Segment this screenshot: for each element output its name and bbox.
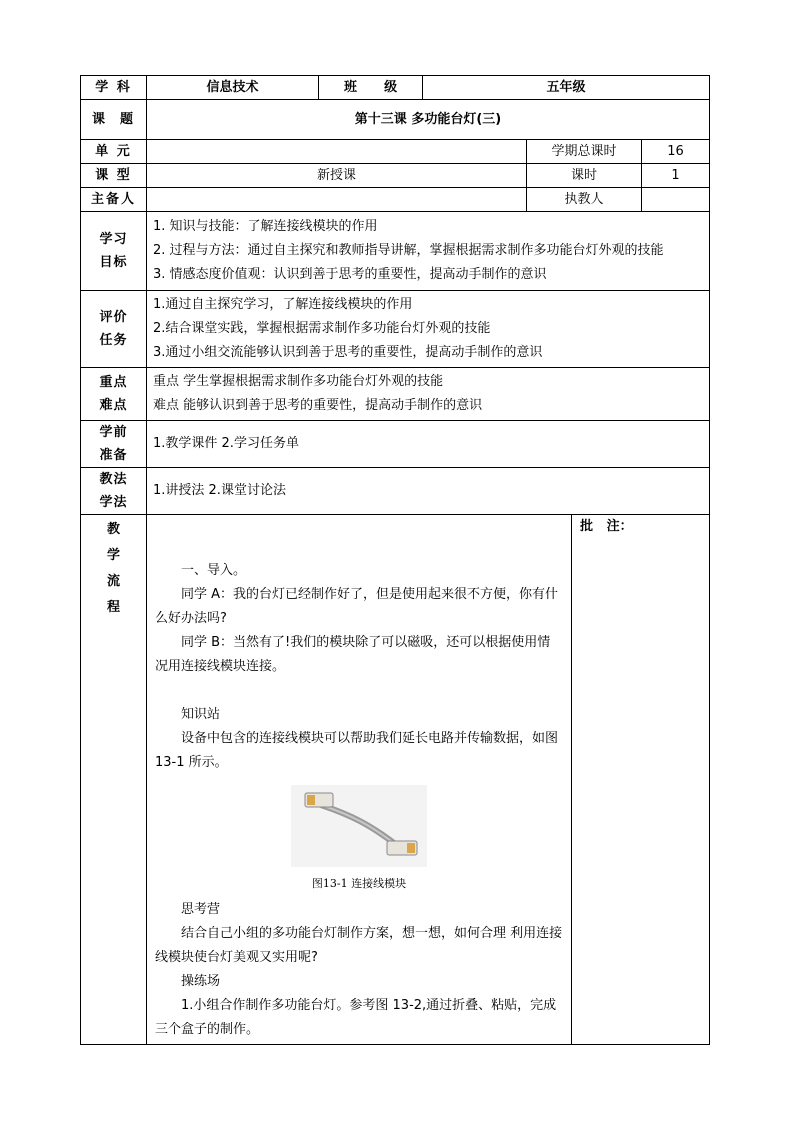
key-points-list [147,368,710,421]
term-hours-value: 16 [642,140,710,164]
figure-13-1 [155,785,563,892]
preparation-label-line1: 学前 [99,425,128,440]
lesson-hours-value: 1 [642,164,710,188]
subject-value: 信息技术 [147,76,319,100]
figure-caption: 图13-1 连接线模块 [311,876,407,890]
teacher-label: 执教人 [527,188,642,212]
methods-value: 1.讲授法 2.课堂讨论法 [147,468,710,515]
subject-label: 学 科 [81,76,147,100]
key-point-item: 难点 能够认识到善于思考的重要性，提高动手制作的意识 [153,398,483,413]
knowledge-text: 设备中包含的连接线模块可以帮助我们延长电路并传输数据，如图 13-1 所示。 [155,731,559,770]
key-points-label-line2: 难点 [99,398,128,413]
tasks-label-line2: 任务 [99,333,128,348]
objectives-label [81,212,147,291]
preparer-value [147,188,527,212]
key-points-label-line1: 重点 [99,375,128,390]
objectives-label-line1: 学习 [99,232,128,247]
lesson-type-value: 新授课 [147,164,527,188]
lesson-hours-label: 课时 [527,164,642,188]
class-label: 班 级 [319,76,423,100]
objectives-label-line2: 目标 [99,255,128,270]
lesson-type-label: 课 型 [81,164,147,188]
dialogue-b: 同学 B：当然有了!我们的模块除了可以磁吸，还可以根据使用情况用连接线模块连接。 [155,635,551,674]
subject-row [81,76,710,100]
methods-label-line1: 教法 [99,472,128,487]
preparation-row [81,421,710,468]
tasks-row [81,291,710,368]
unit-row [81,140,710,164]
topic-row [81,100,710,140]
connector-module-image [291,785,427,867]
key-points-row [81,368,710,421]
notes-column [572,515,710,1045]
methods-label [81,468,147,515]
flow-label-char: 教 [106,522,120,537]
dialogue-a: 同学 A：我的台灯已经制作好了，但是使用起来很不方便，你有什么好办法吗? [155,587,559,626]
teacher-value [642,188,710,212]
preparer-label: 主备人 [81,188,147,212]
preparation-label [81,421,147,468]
practice-title: 操练场 [181,974,221,989]
task-item: 1.通过自主探究学习，了解连接线模块的作用 [153,297,413,312]
methods-row [81,468,710,515]
class-value: 五年级 [423,76,710,100]
tasks-list [147,291,710,368]
unit-value [147,140,527,164]
topic-value: 第十三课 多功能台灯(三) [147,100,710,140]
key-point-item: 重点 学生掌握根据需求制作多功能台灯外观的技能 [153,374,444,389]
topic-label: 课 题 [81,100,147,140]
flow-label-char: 程 [106,600,120,615]
methods-label-line2: 学法 [99,495,128,510]
term-hours-label: 学期总课时 [527,140,642,164]
lesson-plan-table [80,75,710,1045]
unit-label: 单 元 [81,140,147,164]
task-item: 2.结合课堂实践，掌握根据需求制作多功能台灯外观的技能 [153,321,491,336]
notes-label: 批 注： [580,519,633,534]
objective-item: 1. 知识与技能：了解连接线模块的作用 [153,219,378,234]
key-points-label [81,368,147,421]
lesson-plan-sheet [80,75,710,1045]
knowledge-title: 知识站 [181,707,221,722]
flow-row [81,515,710,1045]
flow-content [147,515,572,1045]
objective-item: 2. 过程与方法：通过自主探究和教师指导讲解，掌握根据需求制作多功能台灯外观的技能 [153,243,664,258]
preparer-row [81,188,710,212]
flow-label [81,515,147,1045]
tasks-label-line1: 评价 [99,310,128,325]
flow-label-char: 流 [106,574,120,589]
intro-heading: 一、导入。 [181,563,247,578]
flow-label-char: 学 [106,548,120,563]
think-title: 思考营 [181,902,221,917]
preparation-label-line2: 准备 [99,448,128,463]
tasks-label [81,291,147,368]
objectives-list [147,212,710,291]
think-text: 结合自己小组的多功能台灯制作方案，想一想，如何合理 利用连接线模块使台灯美观又实用呢? [155,926,563,965]
lesson-type-row [81,164,710,188]
practice-text: 1.小组合作制作多功能台灯。参考图 13-2,通过折叠、粘贴，完成三个盒子的制作。 [155,998,557,1037]
objective-item: 3. 情感态度价值观：认识到善于思考的重要性，提高动手制作的意识 [153,267,547,282]
objectives-row [81,212,710,291]
task-item: 3.通过小组交流能够认识到善于思考的重要性，提高动手制作的意识 [153,345,543,360]
preparation-value: 1.教学课件 2.学习任务单 [147,421,710,468]
